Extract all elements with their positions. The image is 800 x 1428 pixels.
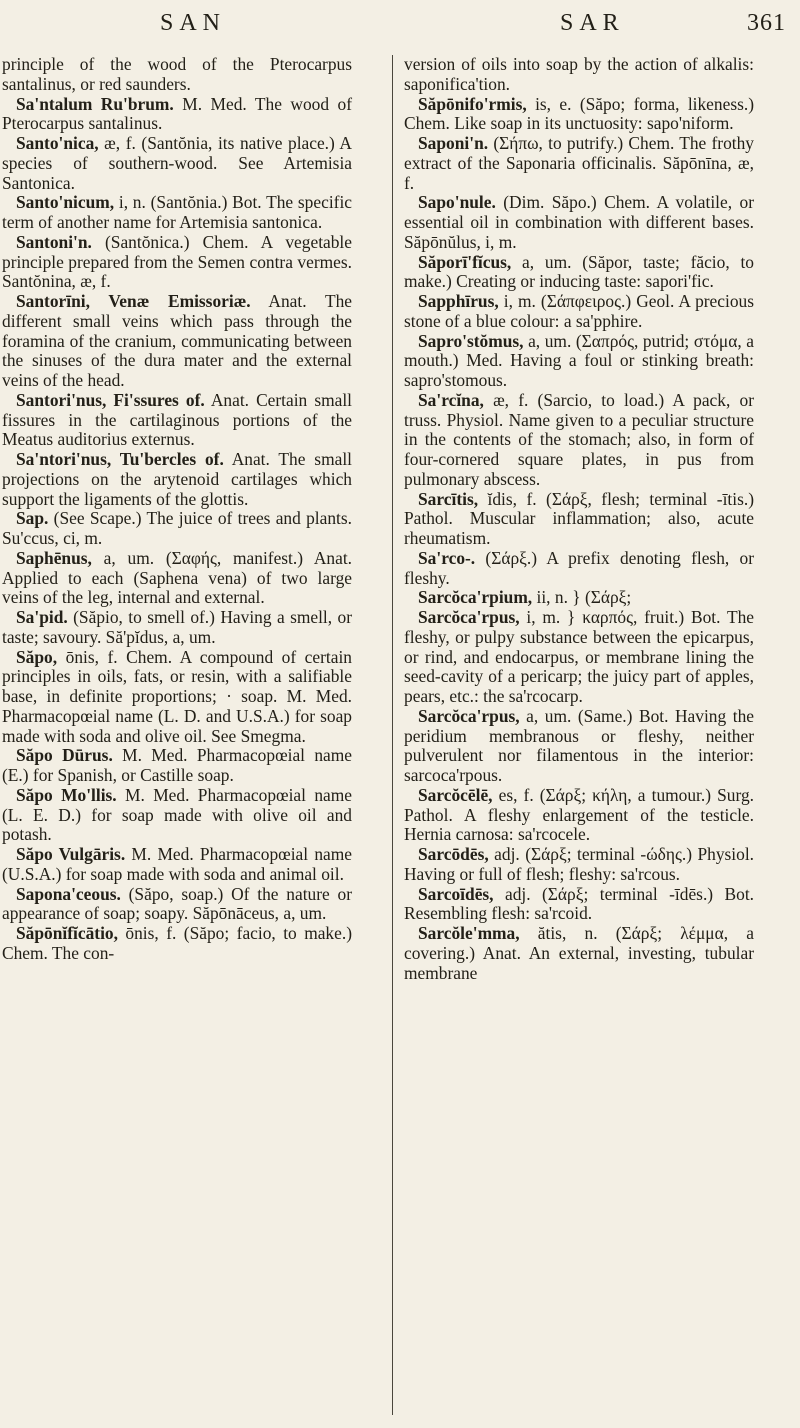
entry-definition: (See Scape.) The juice of trees and plants. Su'ccus, ci, m. xyxy=(2,508,352,548)
entry-definition: ii, n. } (Σάρξ; xyxy=(532,587,632,608)
entry-definition: a, um. (Σαπρός, putrid; στόμα, a mouth.) Med. Having a foul or stinking breath: sapro'stomous. xyxy=(404,330,754,390)
dictionary-entry xyxy=(404,292,754,332)
entry-headword: Sarcŏle'mma, xyxy=(418,923,520,943)
entry-headword: Sa'ntori'nus, Tu'bercles of. xyxy=(16,449,224,469)
entry-definition: æ, f. (Santŏnia, its native place.) A species of southern-wood. See Artemisia Santonica. xyxy=(2,133,352,193)
dictionary-entry xyxy=(404,391,754,490)
dictionary-entry xyxy=(404,588,754,608)
column-divider xyxy=(392,55,393,1415)
entry-definition: Anat. The small projections on the arytenoid cartilages which support the ligaments of the glottis. xyxy=(2,449,352,509)
entry-headword: Sarcŏca'rpus, xyxy=(418,607,520,627)
entry-definition: M. Med. The wood of Pterocarpus santalinus. xyxy=(2,93,352,134)
entry-definition: (Dim. Săpo.) Chem. A volatile, or essential oil in combination with different bases. Săpōnŭlus, i, m. xyxy=(404,192,754,252)
entry-headword: Sarcŏcēlē, xyxy=(418,784,493,805)
entry-definition: adj. (Σάρξ; terminal -īdēs.) Bot. Resembling flesh: sa'rcoid. xyxy=(404,883,754,924)
dictionary-entry xyxy=(404,134,754,193)
entry-definition: (Σήπω, to putrify.) Chem. The frothy extract of the Saponaria officinalis. Săpōnīna, æ, f. xyxy=(404,133,754,193)
entry-headword: Sarcŏca'rpus, xyxy=(418,705,520,726)
entry-definition: ĭdis, f. (Σάρξ, flesh; terminal -ītis.) Pathol. Muscular inflammation; also, acute rheumatism. xyxy=(404,488,754,548)
dictionary-entry xyxy=(2,134,352,193)
dictionary-entry xyxy=(404,885,754,925)
entry-headword: Săpo Dūrus. xyxy=(16,745,113,766)
entry-definition: ōnis, f. (Săpo; facio, to make.) Chem. The con- xyxy=(2,923,352,963)
dictionary-entry xyxy=(404,490,754,549)
dictionary-entry xyxy=(404,924,754,983)
dictionary-entry xyxy=(2,549,352,608)
entry-definition: (Săpio, to smell of.) Having a smell, or taste; savoury. Să'pĭdus, a, um. xyxy=(2,607,352,647)
entry-headword: Sa'rco-. xyxy=(418,547,476,568)
entry-definition: a, um. (Σαφής, manifest.) Anat. Applied to each (Saphena vena) of two large veins of the leg, internal and external. xyxy=(2,547,352,608)
entry-definition: a, um. (Săpor, taste; făcio, to make.) Creating or inducing taste: sapori'fic. xyxy=(404,251,754,292)
entry-headword: Sarcŏca'rpium, xyxy=(418,587,533,608)
entry-headword: Sarcītis, xyxy=(418,488,479,509)
dictionary-entry xyxy=(404,193,754,252)
entry-headword: Sapphīrus, xyxy=(418,291,499,311)
entry-headword: Saphēnus, xyxy=(16,547,92,568)
running-header xyxy=(0,10,800,50)
dictionary-entry xyxy=(2,391,352,450)
entry-headword: Săpōnifo'rmis, xyxy=(418,93,527,114)
entry-headword: Săpo, xyxy=(16,646,58,667)
dictionary-entry xyxy=(2,746,352,786)
entry-definition: a, um. (Same.) Bot. Having the peridium membranous or fleshy, neither pulverulent nor filamentous in the interior: sarcoca'rpous. xyxy=(404,705,754,785)
entry-headword: Săporī'fĭcus, xyxy=(418,251,512,272)
dictionary-entry xyxy=(404,549,754,589)
entry-definition: i, n. (Santŏnia.) Bot. The specific term of another name for Artemisia santonica. xyxy=(2,192,352,232)
entry-definition: i, m. } καρπός, fruit.) Bot. The fleshy, or pulpy substance between the epicarpus, or rind, and endocarpus, or membrane lining the seed-cavity of a pericarp; the juicy part of apples, pears, etc.: the sa'rcocarp. xyxy=(404,607,754,706)
entry-headword: Săpōnĭfĭcātio, xyxy=(16,923,118,943)
right-guide-word: SAR xyxy=(560,10,625,36)
entry-headword: Santori'nus, Fi'ssures of. xyxy=(16,389,205,410)
dictionary-entry xyxy=(2,95,352,135)
entry-definition: M. Med. Pharmacopœial name (L. E. D.) for soap made with olive oil and potash. xyxy=(2,784,352,845)
dictionary-entry xyxy=(2,786,352,845)
entry-definition: M. Med. Pharmacopœial name (E.) for Spanish, or Castille soap. xyxy=(2,745,352,785)
entry-definition: adj. (Σάρξ; terminal -ώδης.) Physiol. Having or full of flesh; fleshy: sa'rcous. xyxy=(404,844,754,884)
dictionary-entry xyxy=(404,95,754,135)
entry-headword: Sapo'nule. xyxy=(418,192,496,213)
dictionary-entry xyxy=(2,450,352,509)
entry-definition: æ, f. (Sarcio, to load.) A pack, or truss. Physiol. Name given to a peculiar structure in the contents of the stomach; also, in form of four-cornered square plates, in pus from pulmonary abscess. xyxy=(404,389,754,489)
entry-headword: Sa'rcĭna, xyxy=(418,389,484,410)
entry-definition: es, f. (Σάρξ; κήλη, a tumour.) Surg. Pathol. A fleshy enlargement of the testicle. Hernia carnosa: sa'rcocele. xyxy=(404,784,754,845)
dictionary-entry xyxy=(2,233,352,292)
dictionary-entry xyxy=(2,845,352,885)
dictionary-entry xyxy=(2,509,352,549)
left-guide-word: SAN xyxy=(160,10,227,36)
entry-definition: Anat. Certain small fissures in the cartilaginous portions of the Meatus auditorius externus. xyxy=(2,389,352,450)
entry-definition: version of oils into soap by the action of alkalis: saponifica'tion. xyxy=(404,54,754,94)
entry-headword: Sapro'stŏmus, xyxy=(418,330,524,351)
dictionary-entry xyxy=(2,292,352,391)
dictionary-entry xyxy=(2,924,352,964)
entry-headword: Saponi'n. xyxy=(418,133,489,153)
dictionary-entry xyxy=(404,845,754,885)
entry-definition: (Santŏnica.) Chem. A vegetable principle prepared from the Semen contra vermes. Santŏnina, æ, f. xyxy=(2,231,352,292)
entry-headword: Sarcōdēs, xyxy=(418,844,489,864)
entry-definition: Anat. The different small veins which pass through the foramina of the cranium, communicating between the sinuses of the dura mater and the external veins of the head. xyxy=(2,291,352,390)
dictionary-entry xyxy=(404,253,754,293)
entry-definition: (Σάρξ.) A prefix denoting flesh, or fleshy. xyxy=(404,547,754,588)
entry-headword: Sarcoīdēs, xyxy=(418,883,494,904)
entry-headword: Sa'pid. xyxy=(16,607,68,627)
left-column xyxy=(2,55,352,964)
dictionary-entry xyxy=(2,885,352,925)
dictionary-entry xyxy=(404,332,754,391)
entry-headword: Sa'ntalum Ru'brum. xyxy=(16,93,174,114)
dictionary-entry xyxy=(404,608,754,707)
entry-definition: ōnis, f. Chem. A compound of certain principles in oils, fats, or resin, with a salifiable base, in definite proportions; · soap. M. Med. Pharmacopœial name (L. D. and U.S.A.) for soap made with soda and olive oil. See Smegma. xyxy=(2,646,352,746)
dictionary-entry xyxy=(404,707,754,786)
entry-headword: Santo'nica, xyxy=(16,133,99,153)
dictionary-entry xyxy=(2,648,352,747)
entry-definition: M. Med. Pharmacopœial name (U.S.A.) for soap made with soda and animal oil. xyxy=(2,844,352,884)
entry-headword: Săpo Mo'llis. xyxy=(16,784,117,805)
entry-definition: i, m. (Σάπφειρος.) Geol. A precious stone of a blue colour: a sa'pphire. xyxy=(404,291,754,331)
entry-headword: Săpo Vulgāris. xyxy=(16,844,126,864)
entry-headword: Santo'nicum, xyxy=(16,192,115,213)
entry-headword: Santoni'n. xyxy=(16,231,92,252)
dictionary-entry xyxy=(404,55,754,95)
entry-headword: Santorīni, Venæ Emissoriæ. xyxy=(16,291,251,311)
dictionary-entry xyxy=(2,608,352,648)
entry-headword: Sapona'ceous. xyxy=(16,883,121,904)
entry-headword: Sap. xyxy=(16,508,49,529)
entry-definition: ătis, n. (Σάρξ; λέμμα, a covering.) Anat. An external, investing, tubular membrane xyxy=(404,923,754,983)
dictionary-entry xyxy=(2,193,352,233)
entry-definition: (Săpo, soap.) Of the nature or appearance of soap; soapy. Săpōnāceus, a, um. xyxy=(2,883,352,924)
entry-definition: principle of the wood of the Pterocarpus santalinus, or red saunders. xyxy=(2,54,352,94)
right-column xyxy=(404,55,754,983)
dictionary-entry xyxy=(404,786,754,845)
dictionary-entry xyxy=(2,55,352,95)
entry-definition: is, e. (Săpo; forma, likeness.) Chem. Like soap in its unctuosity: sapo'niform. xyxy=(404,93,754,134)
page-number: 361 xyxy=(747,10,786,36)
